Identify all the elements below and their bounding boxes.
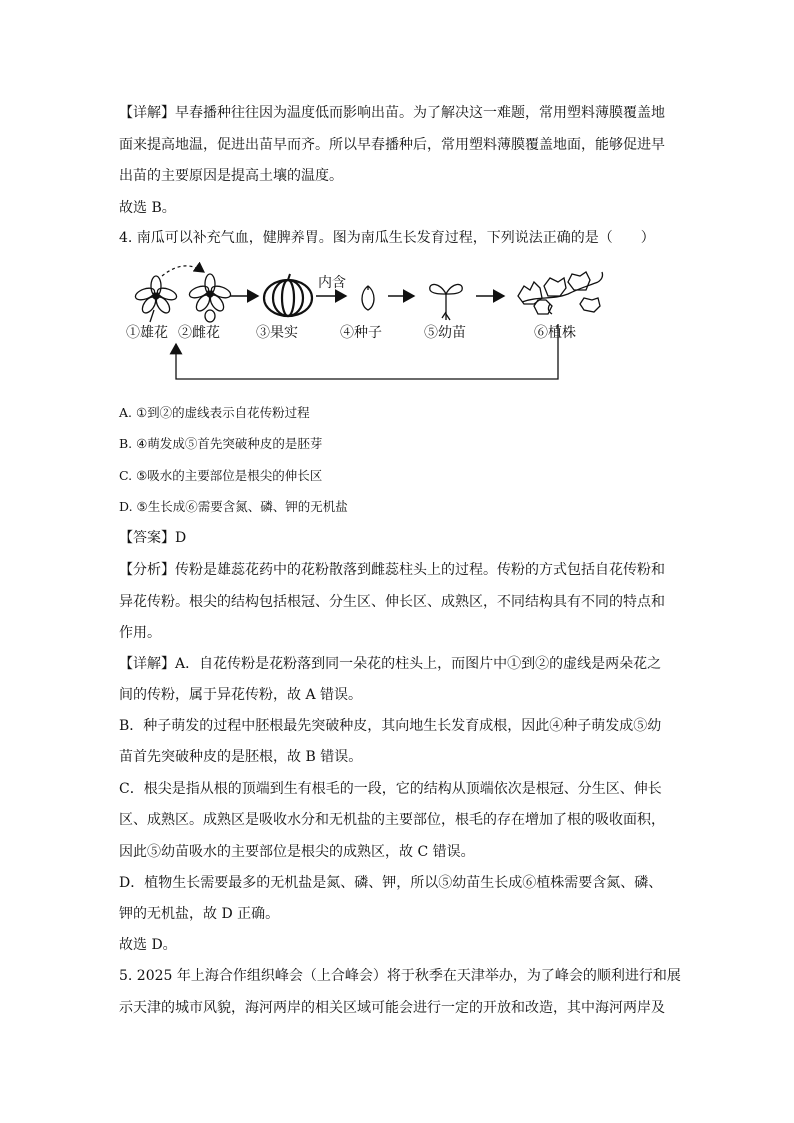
detail-line: B．种子萌发的过程中胚根最先突破种皮，其向地生长发育成根，因此④种子萌发成⑤幼	[119, 718, 662, 734]
male-flower-icon	[134, 276, 178, 322]
plant-icon	[518, 272, 603, 314]
detail-line: D．植物生长需要最多的无机盐是氮、磷、钾，所以⑤幼苗生长成⑥植株需要含氮、磷、	[119, 875, 663, 891]
analysis-line: 作用。	[119, 625, 161, 641]
conclusion-line: 故选 D。	[119, 937, 177, 953]
seed-icon	[362, 286, 374, 310]
option-d: D. ⑤生长成⑥需要含氮、磷、钾的无机盐	[119, 499, 348, 514]
option-c: C. ⑤吸水的主要部位是根尖的伸长区	[119, 468, 323, 483]
detail-line: C．根尖是指从根的顶端到生有根毛的一段，它的结构从顶端依次是根冠、分生区、伸长	[119, 781, 662, 797]
option-b: B. ④萌发成⑤首先突破种皮的是胚芽	[119, 436, 323, 451]
label-plant: ⑥植株	[534, 325, 576, 341]
text-line: 故选 B。	[119, 200, 176, 216]
detail-line: 钾的无机盐，故 D 正确。	[119, 906, 280, 922]
label-seed: ④种子	[340, 325, 382, 341]
label-seedling: ⑤幼苗	[424, 325, 466, 341]
detail-line: 区、成熟区。成熟区是吸收水分和无机盐的主要部位，根毛的存在增加了根的吸收面积，	[119, 812, 665, 828]
option-a: A. ①到②的虚线表示自花传粉过程	[119, 405, 310, 420]
analysis-line: 异花传粉。根尖的结构包括根冠、分生区、伸长区、成熟区，不同结构具有不同的特点和	[119, 594, 665, 610]
analysis-line: 【分析】传粉是雄蕊花药中的花粉散落到雌蕊柱头上的过程。传粉的方式包括自花传粉和	[119, 562, 665, 578]
female-flower-icon	[188, 274, 232, 322]
label-male-flower: ①雄花	[126, 325, 168, 341]
detail-line: 间的传粉，属于异花传粉，故 A 错误。	[119, 687, 363, 703]
pumpkin-icon	[264, 274, 312, 316]
text-line: 面来提高地温，促进出苗早而齐。所以早春播种后，常用塑料薄膜覆盖地面，能够促进早	[119, 137, 665, 153]
question-5-stem: 5. 2025 年上海合作组织峰会（上合峰会）将于秋季在天津举办，为了峰会的顺利进行和展	[119, 968, 681, 984]
label-female-flower: ②雌花	[178, 325, 220, 341]
detail-line: 【详解】A．自花传粉是花粉落到同一朵花的柱头上，而图片中①到②的虚线是两朵花之	[119, 656, 662, 672]
pumpkin-lifecycle-diagram	[124, 262, 614, 387]
seedling-icon	[430, 284, 462, 320]
arrow-label: 内含	[318, 275, 346, 291]
text-line: 【详解】早春播种往往因为温度低而影响出苗。为了解决这一难题，常用塑料薄膜覆盖地	[119, 105, 665, 121]
answer-line: 【答案】D	[119, 530, 187, 546]
detail-line: 因此⑤幼苗吸水的主要部位是根尖的成熟区，故 C 错误。	[119, 844, 475, 860]
label-fruit: ③果实	[256, 325, 298, 341]
question-5-stem: 示天津的城市风貌，海河两岸的相关区域可能会进行一定的开放和改造，其中海河两岸及	[119, 1000, 665, 1016]
detail-line: 苗首先突破种皮的是胚根，故 B 错误。	[119, 749, 363, 765]
text-line: 出苗的主要原因是提高土壤的温度。	[119, 168, 343, 184]
question-4-stem: 4. 南瓜可以补充气血，健脾养胃。图为南瓜生长发育过程，下列说法正确的是（ ）	[119, 230, 655, 246]
